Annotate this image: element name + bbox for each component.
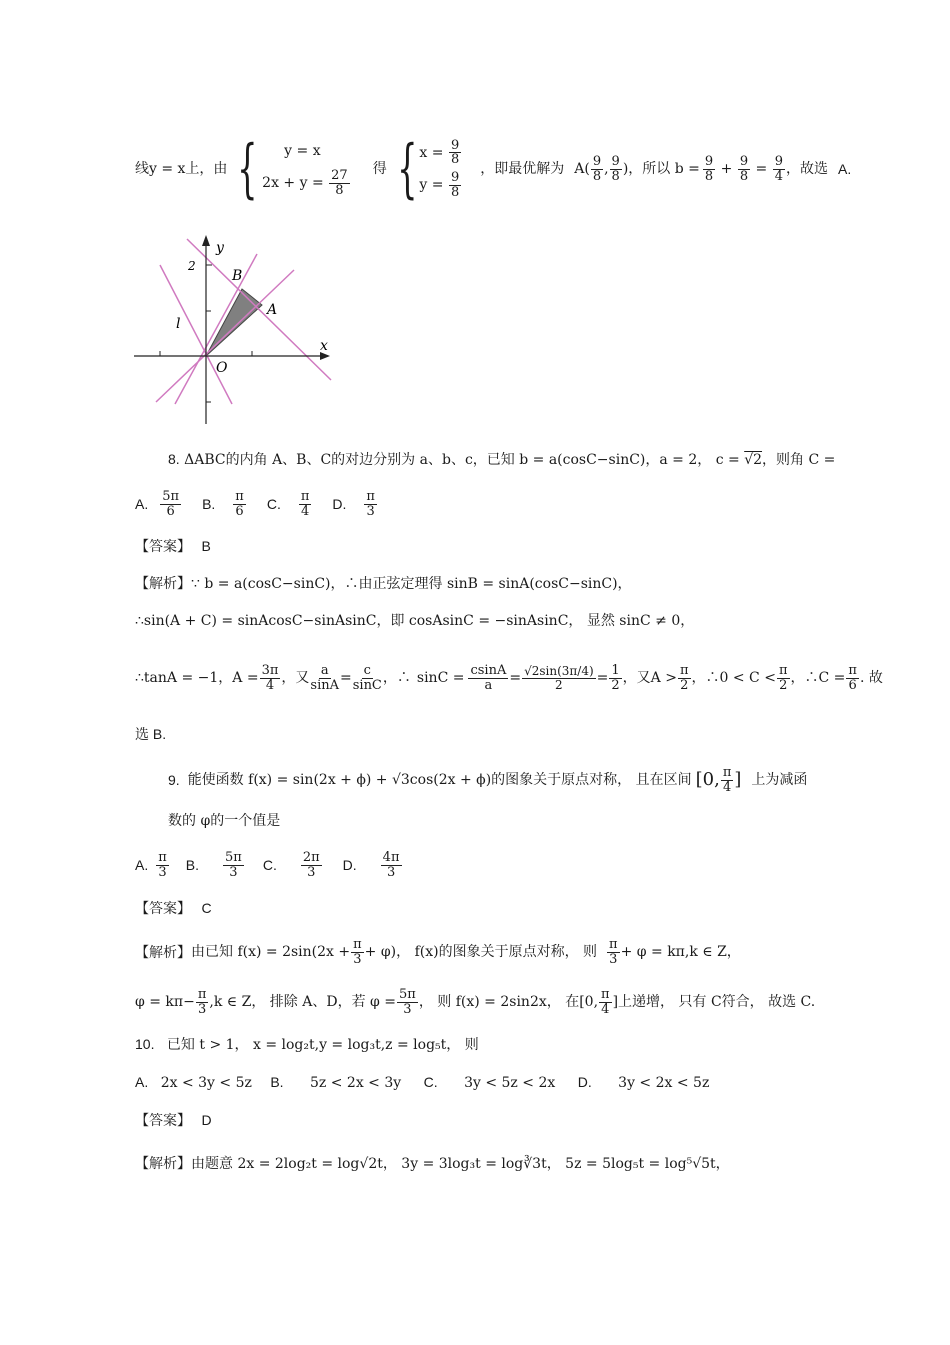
equation-1: y = x xyxy=(284,142,321,159)
q10-solution-1: 【解析】由题意 2x = 2log₂t = log√2t， 3y = 3log₃t = log∛3t， 5z = 5log₅t = log⁵√5t， xyxy=(135,1155,730,1172)
origin-label: O xyxy=(216,360,228,376)
q9-option-c-key: C. xyxy=(262,857,277,873)
lp-answer: A. xyxy=(838,161,852,177)
result-brace: { xyxy=(396,132,418,206)
q10-stem: 10. 已知 t > 1， x = log₂t,y = log₃t,z = log₅t， 则 xyxy=(135,1036,479,1053)
q10-option-b-key: B. xyxy=(270,1074,284,1090)
q9-stem-2: 数的 φ的一个值是 xyxy=(168,813,281,829)
feasible-region-graph xyxy=(130,232,340,427)
y-axis-arrow xyxy=(202,235,210,246)
lp-prefix: 线y = x上，由 xyxy=(135,161,228,177)
q8-option-d-key: D. xyxy=(332,496,347,512)
q8-options xyxy=(135,483,378,525)
optimal-text: ，即最优解为 xyxy=(480,161,565,177)
q10-option-a-key: A. xyxy=(135,1074,149,1090)
q9-stem: 9. 能使函数 f(x) = sin(2x + ϕ) + √3cos(2x + ϕ)的图象关于原点对称， 且在区间 [0, $\frac{\pi}{4}$ ] 上为减函 xyxy=(168,764,808,795)
q8-option-c: $\frac{\pi}{4}$ xyxy=(300,488,310,519)
q8-option-c-key: C. xyxy=(266,496,281,512)
q10-answer: 【答案】 D xyxy=(135,1112,212,1128)
y-result: y = $\frac{9}{8}$ xyxy=(419,170,460,200)
q8-solution-1: 【解析】∵ b = a(cosC−sinC)，∴由正弦定理得 sinB = sinA(cosC−sinC)， xyxy=(135,575,632,592)
q8-stem: 8. ΔABC的内角 A、B、C的对边分别为 a、b、c，已知 b = a(cosC−sinC)，a = 2， c = √2，则角 C = xyxy=(168,451,836,468)
line-y-eq-x xyxy=(156,270,294,402)
q10-option-b: 5z < 2x < 3y xyxy=(310,1075,402,1091)
q10-option-c-key: C. xyxy=(423,1074,438,1090)
q8-option-b-key: B. xyxy=(202,496,216,512)
q10-option-d-key: D. xyxy=(577,1074,592,1090)
q8-solution-4: 选 B. xyxy=(135,726,167,742)
q9-option-c: $\frac{2\pi}{3}$ xyxy=(302,849,320,880)
de-text: 得 xyxy=(372,161,387,177)
line-steep xyxy=(175,254,257,404)
q8-option-a: $\frac{5\pi}{6}$ xyxy=(162,488,180,519)
q9-solution-2: φ = kπ− $\frac{\pi}{3}$ ,k ∈ Z， 排除 A、D，若 φ = $\frac{5\pi}{3}$ ， 则 f(x) = 2sin2x， 在[0, $\frac{\pi}{4}$ ]上递增， 只有 C符合， 故选 C. xyxy=(135,986,816,1017)
b-sum: $\frac{9}{8}$ + $\frac{9}{8}$ = $\frac{9}{4}$ xyxy=(704,153,784,184)
equation-2: 2x + y = $\frac{27}{8}$ xyxy=(262,167,348,198)
left-brace: { xyxy=(237,132,258,206)
result-system xyxy=(419,139,462,200)
point-b-label: B xyxy=(232,268,243,284)
q9-option-d: $\frac{4\pi}{3}$ xyxy=(382,849,400,880)
q8-solution-2: ∴sin(A + C) = sinAcosC−sinAsinC，即 cosAsinC = −sinAsinC， 显然 sinC ≠ 0， xyxy=(135,613,695,629)
q8-option-a-key: A. xyxy=(135,496,149,512)
tick-label-2: 2 xyxy=(188,259,196,273)
x-label: x xyxy=(320,338,328,354)
q10-option-a: 2x < 3y < 5z xyxy=(160,1075,252,1091)
q9-options xyxy=(135,844,403,886)
y-label: y xyxy=(216,240,224,256)
q8-option-d: $\frac{\pi}{3}$ xyxy=(366,488,375,519)
q8-answer: 【答案】 B xyxy=(135,538,211,554)
equation-system xyxy=(262,141,351,197)
q8-option-b: $\frac{\pi}{6}$ xyxy=(235,488,244,519)
q10-options xyxy=(135,1072,709,1093)
x-result: x = $\frac{9}{8}$ xyxy=(419,137,460,168)
lp-solution-line xyxy=(135,124,851,214)
point-a: A( $\frac{9}{8}$ , $\frac{9}{8}$ )，所以 b = xyxy=(574,153,700,184)
q9-option-a: $\frac{\pi}{3}$ xyxy=(158,849,167,880)
line-l-label: l xyxy=(176,316,181,332)
choose-text: ，故选 xyxy=(786,161,829,177)
q9-option-b: $\frac{5\pi}{3}$ xyxy=(225,849,242,880)
q10-option-c: 3y < 5z < 2x xyxy=(464,1075,556,1091)
q10-option-d: 3y < 2x < 5z xyxy=(618,1075,710,1091)
q9-solution-1: 【解析】 由已知 f(x) = 2sin(2x + $\frac{\pi}{3}$ + φ)， f(x)的图象关于原点对称， 则 $\frac{\pi}{3}$ + φ = kπ,k ∈ Z， xyxy=(135,936,741,967)
q8-solution-3: ∴tanA = −1，A = $\frac{3\pi}{4}$ ，又 $\frac{a}{\sin A}$ = $\frac{c}{\sin C}$ ，∴ sinC = $\frac{csinA}{a}$ = $\frac{√2\sin(3\pi/4)}{2}$ = $\frac{1}{2}$ ，又A > $\frac{\pi}{2}$ ，∴0 < C < $\frac{\pi}{2}$ ，∴C = $\frac{\pi}{6}$ . 故 xyxy=(135,662,883,693)
q9-option-a-key: A. xyxy=(135,857,149,873)
q9-option-d-key: D. xyxy=(342,857,357,873)
q9-option-b-key: B. xyxy=(185,857,200,873)
q9-answer: 【答案】 C xyxy=(135,900,212,916)
point-a-label: A xyxy=(267,302,278,318)
